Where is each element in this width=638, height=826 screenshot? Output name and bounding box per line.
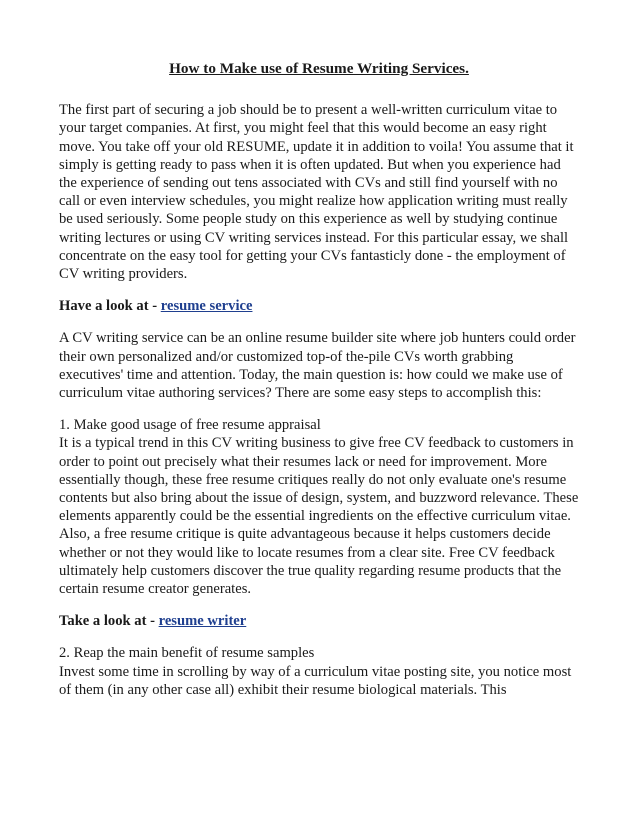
step-2-title: 2. Reap the main benefit of resume samples: [59, 645, 315, 662]
intro-paragraph: The first part of securing a job should be to present a well-written curriculum vitae to your target companies. At first, you might feel that this would become an easy right move. You take off your old RESUME, update it in addition to voila! You assume that it simply is getting ready to pass when it is often updated. But when you experience had the experience of sending out tens associated with CVs and still find yourself with no call or even interview schedules, you might realize how application writing must really be used seriously. Some people study on this experience as well by studying continue writing lectures or using CV writing services instead. For this particular essay, we shall concentrate on the easy tool for getting your CVs fantasticly done - the employment of CV writing providers.: [59, 102, 574, 283]
step-1-body: It is a typical trend in this CV writing business to give free CV feedback to customers in order to point out precisely what their resumes lack or need for improvement. More essentially though, these free resume critiques really do not only evaluate one's resume contents but also bring about the issue of design, system, and buzzword relevance. These elements apparently could be the essential ingredients on the effective curriculum vitae. Also, a free resume critique is quite advantageous because it helps customers decide whether or not they would like to locate resumes from a clear site. Free CV feedback ultimately help customers discover the true quality regarding resume products that the certain resume creator generates.: [59, 435, 579, 598]
resume-writer-prefix: Take a look at -: [59, 613, 159, 630]
resume-writer-heading: [59, 612, 579, 630]
cv-service-paragraph: A CV writing service can be an online resume builder site where job hunters could order their own personalized and/or customized top-of the-pile CVs worth grabbing executives' time and attention. Today, the main question is: how could we make use of curriculum vitae authoring services? There are some easy steps to accomplish this:: [59, 330, 576, 402]
resume-service-prefix: Have a look at -: [59, 298, 161, 315]
resume-writer-link[interactable]: resume writer: [158, 613, 247, 630]
document-page: [59, 60, 579, 713]
document-title: How to Make use of Resume Writing Services.: [169, 60, 469, 77]
step-2-body: Invest some time in scrolling by way of a curriculum vitae posting site, you notice most of them (in any other case all) exhibit their resume biological materials. This: [59, 663, 572, 698]
step-1-title: 1. Make good usage of free resume appraisal: [59, 417, 321, 434]
step-2-section: [59, 644, 579, 699]
resume-service-link[interactable]: resume service: [160, 298, 253, 315]
step-1-section: [59, 416, 579, 598]
resume-service-heading: [59, 297, 579, 315]
